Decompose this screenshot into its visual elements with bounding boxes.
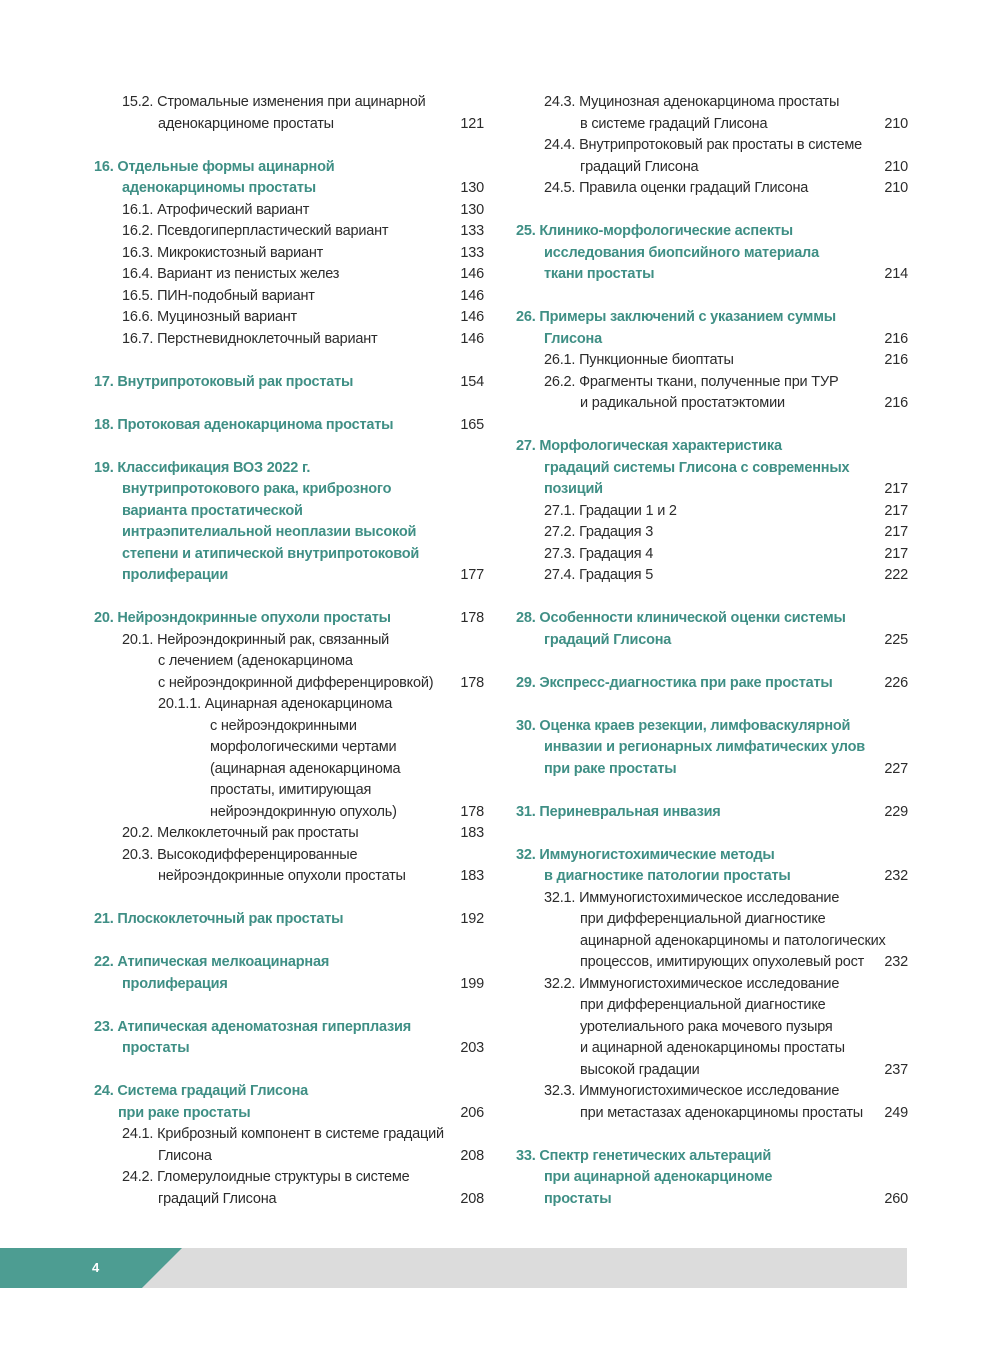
toc-entry-title: 27.2. Градация 3 <box>544 524 654 540</box>
toc-spacer <box>94 350 484 372</box>
toc-entry-title: с лечением (аденокарцинома <box>158 653 353 669</box>
toc-subsection-line[interactable] <box>94 759 484 781</box>
toc-section-line[interactable] <box>516 866 908 888</box>
toc-page-number: 146 <box>460 287 484 304</box>
toc-subsection-line[interactable] <box>94 1167 484 1189</box>
toc-section-line[interactable] <box>516 802 908 824</box>
toc-subsection-line[interactable] <box>516 501 908 523</box>
toc-spacer <box>516 415 908 437</box>
toc-page-number: 177 <box>460 567 484 583</box>
toc-entry-title: нейроэндокринную опухоль) <box>210 803 397 820</box>
toc-subsection-line[interactable] <box>516 135 908 157</box>
toc-section-line[interactable] <box>516 1146 908 1168</box>
toc-page-number: 208 <box>460 1190 484 1207</box>
toc-entry-title: градаций Глисона <box>158 1190 277 1207</box>
toc-entry-title: 16.3. Микрокистозный вариант <box>122 244 324 261</box>
toc-entry-title: высокой градации <box>580 1061 700 1078</box>
toc-entry-title: 24.3. Муцинозная аденокарцинома простаты <box>544 94 840 110</box>
toc-entry-title: 26. Примеры заключений с указанием суммы <box>516 309 836 325</box>
toc-spacer <box>94 393 484 415</box>
toc-spacer <box>516 780 908 802</box>
toc-entry-title: при дифференциальной диагностике <box>580 911 826 927</box>
toc-section-line[interactable] <box>516 243 908 265</box>
toc-entry-title: 27.3. Градация 4 <box>544 545 654 562</box>
toc-section-line[interactable] <box>94 608 484 630</box>
toc-page-number: 130 <box>460 180 484 196</box>
toc-entry-title: степени и атипической внутрипротоковой <box>122 545 420 562</box>
toc-subsection-line[interactable] <box>516 350 908 372</box>
toc-section-line[interactable] <box>94 522 484 544</box>
toc-subsection-line[interactable] <box>94 1124 484 1146</box>
toc-page-number: 249 <box>884 1104 908 1121</box>
toc-subsection-line[interactable] <box>94 1189 484 1211</box>
toc-entry-title: с нейроэндокринными <box>210 717 357 734</box>
toc-spacer <box>516 651 908 673</box>
toc-subsection-line[interactable] <box>516 1081 908 1103</box>
toc-entry-title: 22. Атипическая мелкоацинарная <box>94 954 330 970</box>
toc-entry-title: 27.1. Градации 1 и 2 <box>544 502 677 519</box>
toc-entry-title: градаций Глисона <box>544 631 672 648</box>
toc-subsection-line[interactable] <box>94 845 484 867</box>
toc-entry-title: позиций <box>544 481 603 497</box>
toc-section-line[interactable] <box>94 1038 484 1060</box>
toc-entry-title: простаты <box>122 1040 190 1056</box>
toc-subsection-line[interactable] <box>94 737 484 759</box>
toc-entry-title: и ацинарной аденокарциномы простаты <box>580 1040 845 1056</box>
toc-subsection-line[interactable] <box>516 522 908 544</box>
toc-subsection-line[interactable] <box>516 1103 908 1125</box>
toc-subsection-line[interactable] <box>516 952 908 974</box>
toc-entry-title: при дифференциальной диагностике <box>580 997 826 1013</box>
toc-entry-title: 28. Особенности клинической оценки системы <box>516 610 846 626</box>
toc-page-number: 225 <box>884 631 908 648</box>
toc-page-number: 227 <box>884 760 908 777</box>
toc-section-line[interactable] <box>516 307 908 329</box>
toc-spacer <box>94 995 484 1017</box>
toc-entry-title: 20.3. Высокодифференцированные <box>122 846 358 863</box>
toc-spacer <box>94 931 484 953</box>
toc-subsection-line[interactable] <box>94 221 484 243</box>
toc-section-line[interactable] <box>94 974 484 996</box>
toc-page-number: 199 <box>460 975 484 992</box>
toc-section-line[interactable] <box>94 501 484 523</box>
toc-page-number: 226 <box>884 674 908 691</box>
toc-subsection-line[interactable] <box>94 264 484 286</box>
toc-entry-title: при раке простаты <box>118 1104 251 1121</box>
toc-entry-title: интраэпителиальной неоплазии высокой <box>122 524 417 540</box>
toc-spacer <box>94 135 484 157</box>
toc-entry-title: ткани простаты <box>544 266 655 282</box>
toc-page-number: 183 <box>460 868 484 884</box>
toc-spacer <box>516 286 908 308</box>
toc-entry-title: при ацинарной аденокарциноме <box>544 1169 773 1185</box>
toc-entry-title: 16. Отдельные формы ацинарной <box>94 158 335 175</box>
toc-page-number: 210 <box>884 115 908 132</box>
toc-entry-title: 26.2. Фрагменты ткани, полученные при ТУР <box>544 373 839 390</box>
toc-column-right <box>516 92 908 1210</box>
toc-entry-title: Глисона <box>158 1147 212 1164</box>
toc-subsection-line[interactable] <box>94 651 484 673</box>
toc-entry-title: (ацинарная аденокарцинома <box>210 760 401 777</box>
toc-entry-title: Глисона <box>544 330 602 347</box>
toc-subsection-line[interactable] <box>516 1017 908 1039</box>
toc-entry-title: в системе градаций Глисона <box>580 115 768 132</box>
toc-section-line[interactable] <box>94 1017 484 1039</box>
toc-entry-title: простаты, имитирующая <box>210 782 372 798</box>
toc-page-number: 260 <box>884 1190 908 1207</box>
toc-entry-title: 30. Оценка краев резекции, лимфоваскулярной <box>516 717 851 734</box>
page-footer <box>0 1248 907 1288</box>
toc-entry-title: инвазии и регионарных лимфатических улов <box>544 739 865 755</box>
toc-page-number: 216 <box>884 352 908 368</box>
toc-entry-title: 19. Классификация ВОЗ 2022 г. <box>94 459 311 476</box>
toc-entry-title: 32.2. Иммуногистохимическое исследование <box>544 975 840 992</box>
toc-page-number: 237 <box>884 1061 908 1078</box>
toc-page-number: 206 <box>460 1104 484 1121</box>
toc-entry-title: 24.2. Гломерулоидные структуры в системе <box>122 1169 410 1185</box>
toc-subsection-line[interactable] <box>94 243 484 265</box>
toc-page-number: 210 <box>884 180 908 196</box>
toc-subsection-line[interactable] <box>94 866 484 888</box>
toc-subsection-line[interactable] <box>516 888 908 910</box>
toc-entry-title: 33. Спектр генетических альтераций <box>516 1147 772 1164</box>
toc-entry-title: 21. Плоскоклеточный рак простаты <box>94 911 344 927</box>
toc-subsection-line[interactable] <box>94 114 484 136</box>
toc-subsection-line[interactable] <box>516 909 908 931</box>
toc-spacer <box>516 694 908 716</box>
toc-section-line[interactable] <box>94 157 484 179</box>
toc-page-number: 208 <box>460 1147 484 1164</box>
toc-subsection-line[interactable] <box>94 673 484 695</box>
toc-page-number: 214 <box>884 266 908 282</box>
toc-subsection-line[interactable] <box>94 630 484 652</box>
toc-subsection-line[interactable] <box>94 92 484 114</box>
toc-section-line[interactable] <box>516 264 908 286</box>
toc-page-number: 217 <box>884 545 908 562</box>
toc-subsection-line[interactable] <box>94 716 484 738</box>
toc-page-number: 146 <box>460 330 484 347</box>
toc-subsection-line[interactable] <box>516 1038 908 1060</box>
toc-section-line[interactable] <box>516 673 908 695</box>
toc-entry-title: с нейроэндокринной дифференцировкой) <box>158 674 434 691</box>
toc-subsection-line[interactable] <box>94 286 484 308</box>
toc-page-number: 146 <box>460 266 484 282</box>
toc-subsection-line[interactable] <box>516 974 908 996</box>
toc-subsection-line[interactable] <box>516 114 908 136</box>
toc-page-number: 203 <box>460 1040 484 1056</box>
toc-section-line[interactable] <box>94 1103 484 1125</box>
toc-page-number: 178 <box>460 803 484 820</box>
toc-entry-title: 27. Морфологическая характеристика <box>516 438 782 454</box>
toc-subsection-line[interactable] <box>516 544 908 566</box>
toc-column-left <box>94 92 484 1210</box>
toc-section-line[interactable] <box>516 630 908 652</box>
toc-page-number: 154 <box>460 373 484 390</box>
toc-section-line[interactable] <box>94 565 484 587</box>
toc-section-line[interactable] <box>94 178 484 200</box>
toc-page-number: 133 <box>460 244 484 261</box>
toc-section-line[interactable] <box>94 909 484 931</box>
toc-section-line[interactable] <box>516 479 908 501</box>
toc-section-line[interactable] <box>94 372 484 394</box>
toc-page-number: 229 <box>884 803 908 820</box>
toc-entry-title: и радикальной простатэктомии <box>580 395 785 411</box>
toc-page-number: 217 <box>884 502 908 519</box>
toc-entry-title: 27.4. Градация 5 <box>544 567 654 583</box>
toc-subsection-line[interactable] <box>94 694 484 716</box>
toc-spacer <box>94 587 484 609</box>
toc-subsection-line[interactable] <box>94 307 484 329</box>
toc-section-line[interactable] <box>516 1189 908 1211</box>
toc-page-number: 178 <box>460 610 484 626</box>
toc-page-number: 133 <box>460 223 484 239</box>
toc-page-number: 192 <box>460 911 484 927</box>
toc-section-line[interactable] <box>516 436 908 458</box>
toc-entry-title: уротелиального рака мочевого пузыря <box>580 1018 833 1035</box>
toc-subsection-line[interactable] <box>94 329 484 351</box>
toc-spacer <box>516 823 908 845</box>
toc-entry-title: при метастазах аденокарциномы простаты <box>580 1104 864 1121</box>
toc-subsection-line[interactable] <box>516 931 908 953</box>
toc-section-line[interactable] <box>516 329 908 351</box>
toc-entry-title: процессов, имитирующих опухолевый рост <box>580 954 865 970</box>
toc-subsection-line[interactable] <box>94 823 484 845</box>
toc-subsection-line[interactable] <box>516 157 908 179</box>
toc-section-line[interactable] <box>516 845 908 867</box>
toc-entry-title: пролиферация <box>122 975 228 992</box>
toc-section-line[interactable] <box>94 479 484 501</box>
toc-page-number: 217 <box>884 524 908 540</box>
toc-page-number: 232 <box>884 868 908 884</box>
toc-subsection-line[interactable] <box>516 995 908 1017</box>
toc-entry-title: варианта простатической <box>122 502 303 519</box>
toc-entry-title: 20.1.1. Ацинарная аденокарцинома <box>158 696 393 712</box>
toc-entry-title: 20. Нейроэндокринные опухоли простаты <box>94 610 391 626</box>
toc-entry-title: 32.3. Иммуногистохимическое исследование <box>544 1083 840 1099</box>
toc-page-number: 146 <box>460 309 484 325</box>
toc-entry-title: в диагностике патологии простаты <box>544 868 791 884</box>
toc-section-line[interactable] <box>516 608 908 630</box>
toc-subsection-line[interactable] <box>516 393 908 415</box>
toc-subsection-line[interactable] <box>94 200 484 222</box>
toc-entry-title: аденокарциномы простаты <box>122 180 316 196</box>
toc-section-line[interactable] <box>94 952 484 974</box>
toc-entry-title: 17. Внутрипротоковый рак простаты <box>94 373 354 390</box>
toc-entry-title: нейроэндокринные опухоли простаты <box>158 868 406 884</box>
toc-entry-title: 18. Протоковая аденокарцинома простаты <box>94 416 394 433</box>
toc-entry-title: 25. Клинико-морфологические аспекты <box>516 223 793 239</box>
toc-entry-title: градаций Глисона <box>580 158 699 175</box>
toc-subsection-line[interactable] <box>516 372 908 394</box>
toc-entry-title: 16.1. Атрофический вариант <box>122 201 310 218</box>
toc-page-number: 222 <box>884 567 908 583</box>
toc-page-number: 232 <box>884 954 908 970</box>
toc-page-number: 130 <box>460 201 484 218</box>
toc-section-line[interactable] <box>516 759 908 781</box>
toc-entry-title: 16.4. Вариант из пенистых желез <box>122 266 340 282</box>
toc-subsection-line[interactable] <box>94 1146 484 1168</box>
toc-spacer <box>94 888 484 910</box>
toc-section-line[interactable] <box>94 458 484 480</box>
toc-entry-title: 20.2. Мелкоклеточный рак простаты <box>122 825 359 841</box>
toc-entry-title: 15.2. Стромальные изменения при ацинарной <box>122 94 426 110</box>
toc-entry-title: градаций системы Глисона с современных <box>544 459 850 476</box>
toc-entry-title: 16.6. Муцинозный вариант <box>122 309 297 325</box>
toc-entry-title: 23. Атипическая аденоматозная гиперплазия <box>94 1018 411 1035</box>
toc-section-line[interactable] <box>516 716 908 738</box>
toc-page-number: 216 <box>884 330 908 347</box>
toc-entry-title: 24.1. Криброзный компонент в системе градаций <box>122 1126 444 1142</box>
toc-entry-title: 29. Экспресс-диагностика при раке простаты <box>516 674 833 691</box>
toc-subsection-line[interactable] <box>94 780 484 802</box>
toc-subsection-line[interactable] <box>516 178 908 200</box>
toc-spacer <box>516 200 908 222</box>
toc-spacer <box>516 1124 908 1146</box>
toc-entry-title: 16.5. ПИН-подобный вариант <box>122 287 315 304</box>
page-number: 4 <box>92 1260 100 1275</box>
toc-entry-title: простаты <box>544 1190 612 1207</box>
toc-spacer <box>94 1060 484 1082</box>
toc-subsection-line[interactable] <box>516 92 908 114</box>
toc-page-number: 121 <box>460 115 484 132</box>
toc-entry-title: аденокарциноме простаты <box>158 115 334 132</box>
toc-entry-title: 16.2. Псевдогиперпластический вариант <box>122 223 389 239</box>
toc-section-line[interactable] <box>94 544 484 566</box>
toc-subsection-line[interactable] <box>516 1060 908 1082</box>
toc-page-number: 210 <box>884 158 908 175</box>
toc-entry-title: пролиферации <box>122 567 229 583</box>
toc-section-line[interactable] <box>516 221 908 243</box>
toc-entry-title: морфологическими чертами <box>210 739 397 755</box>
toc-section-line[interactable] <box>94 1081 484 1103</box>
toc-spacer <box>516 587 908 609</box>
toc-section-line[interactable] <box>94 415 484 437</box>
toc-spacer <box>94 436 484 458</box>
toc-entry-title: 16.7. Перстневидноклеточный вариант <box>122 330 378 347</box>
toc-section-line[interactable] <box>516 737 908 759</box>
toc-entry-title: 31. Периневральная инвазия <box>516 803 721 820</box>
toc-page-number: 165 <box>460 416 484 433</box>
toc-page-number: 178 <box>460 674 484 691</box>
toc-subsection-line[interactable] <box>94 802 484 824</box>
toc-entry-title: 32. Иммуногистохимические методы <box>516 846 775 863</box>
toc-section-line[interactable] <box>516 1167 908 1189</box>
toc-page-number: 216 <box>884 395 908 411</box>
toc-subsection-line[interactable] <box>516 565 908 587</box>
toc-entry-title: 32.1. Иммуногистохимическое исследование <box>544 889 840 906</box>
toc-entry-title: 24.5. Правила оценки градаций Глисона <box>544 180 809 196</box>
toc-entry-title: ацинарной аденокарциномы и патологических <box>580 932 886 949</box>
toc-entry-title: исследования биопсийного материала <box>544 244 819 261</box>
toc-entry-title: при раке простаты <box>544 760 677 777</box>
toc-entry-title: 20.1. Нейроэндокринный рак, связанный <box>122 631 390 648</box>
toc-entry-title: 26.1. Пункционные биоптаты <box>544 352 734 368</box>
toc-section-line[interactable] <box>516 458 908 480</box>
toc-entry-title: 24. Система градаций Глисона <box>94 1083 309 1099</box>
toc-entry-title: 24.4. Внутрипротоковый рак простаты в системе <box>544 137 862 153</box>
toc-page-number: 183 <box>460 825 484 841</box>
toc-entry-title: внутрипротокового рака, криброзного <box>122 481 392 497</box>
toc-page-number: 217 <box>884 481 908 497</box>
